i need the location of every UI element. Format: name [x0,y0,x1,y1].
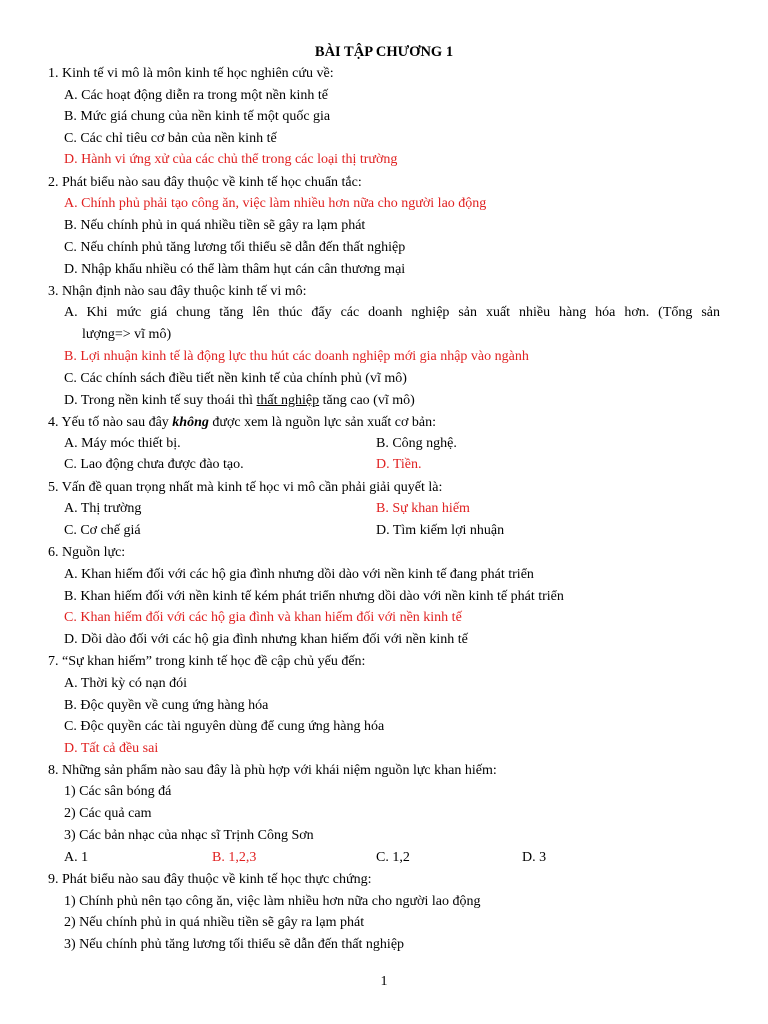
q8-item-2: 2) Các quả cam [64,806,152,821]
q2-option-a-answer: A. Chính phủ phải tạo công ăn, việc làm nhiều hơn nữa cho người lao động [64,196,487,211]
q6-option-c-answer: C. Khan hiếm đối với các hộ gia đình và khan hiếm đối với nền kinh tế [64,610,462,625]
q4-option-b: B. Công nghệ. [376,436,457,451]
question-3: 3. Nhận định nào sau đây thuộc kinh tế vi mô: [48,284,307,299]
q5-option-d: D. Tìm kiếm lợi nhuận [376,523,505,538]
q3-option-d-post: tăng cao (vĩ mô) [319,393,415,408]
q4-text-emphasis: không [172,415,209,430]
q2-option-c: C. Nếu chính phủ tăng lương tối thiểu sẽ dẫn đến thất nghiệp [64,240,406,255]
q2-option-b: B. Nếu chính phủ in quá nhiều tiền sẽ gây ra lạm phát [64,218,366,233]
q4-option-c: C. Lao động chưa được đào tạo. [64,457,244,472]
q4-text-post: được xem là nguồn lực sản xuất cơ bản: [208,415,436,430]
q3-option-d-underlined: thất nghiệp [256,393,320,408]
q4-text-pre: 4. Yếu tố nào sau đây [48,415,173,430]
q7-option-b: B. Độc quyền về cung ứng hàng hóa [64,698,269,713]
q8-option-b-answer: B. 1,2,3 [212,850,257,865]
q7-option-d-answer: D. Tất cả đều sai [64,741,159,756]
q5-option-b-answer: B. Sự khan hiếm [376,501,470,516]
q3-option-c: C. Các chính sách điều tiết nền kinh tế của chính phủ (vĩ mô) [64,371,407,386]
q6-option-d: D. Dồi dào đối với các hộ gia đình nhưng khan hiếm đối với nền kinh tế [64,632,468,647]
q4-option-a: A. Máy móc thiết bị. [64,436,181,451]
question-6: 6. Nguồn lực: [48,545,126,560]
q9-item-1: 1) Chính phủ nên tạo công ăn, việc làm nhiều hơn nữa cho người lao động [64,894,481,909]
q3-option-b-answer: B. Lợi nhuận kinh tế là động lực thu hút các doanh nghiệp mới gia nhập vào ngành [64,349,529,364]
q6-option-a: A. Khan hiếm đối với các hộ gia đình nhưng dồi dào với nền kinh tế đang phát triển [64,567,534,582]
q2-option-d: D. Nhập khẩu nhiều có thể làm thâm hụt cán cân thương mại [64,262,406,277]
q7-option-c: C. Độc quyền các tài nguyên dùng để cung ứng hàng hóa [64,719,385,734]
q8-option-d: D. 3 [522,850,547,865]
question-8: 8. Những sản phẩm nào sau đây là phù hợp với khái niệm nguồn lực khan hiếm: [48,763,497,778]
q7-option-a: A. Thời kỳ có nạn đói [64,676,188,691]
q3-option-d [64,393,415,409]
q8-option-c: C. 1,2 [376,850,410,865]
q1-option-a: A. Các hoạt động diễn ra trong một nền kinh tế [64,88,328,103]
q5-option-a: A. Thị trường [64,501,142,516]
question-4 [48,415,436,431]
question-5: 5. Vấn đề quan trọng nhất mà kinh tế học vi mô cần phải giải quyết là: [48,480,443,495]
question-2: 2. Phát biểu nào sau đây thuộc về kinh tế học chuẩn tắc: [48,175,362,190]
q5-option-c: C. Cơ chế giá [64,523,141,538]
q3-option-a-cont: lượng=> vĩ mô) [82,327,172,342]
question-7: 7. “Sự khan hiếm” trong kinh tế học đề cập chủ yếu đến: [48,654,366,669]
page-number: 1 [380,974,388,989]
q8-item-3: 3) Các bản nhạc của nhạc sĩ Trịnh Công Sơn [64,828,314,843]
q1-option-d-answer: D. Hành vi ứng xử của các chủ thể trong các loại thị trường [64,152,398,167]
page-title: BÀI TẬP CHƯƠNG 1 [314,44,454,60]
q6-option-b: B. Khan hiếm đối với nền kinh tế kém phát triển nhưng dồi dào với nền kinh tế phát triển [64,589,564,604]
q9-item-2: 2) Nếu chính phủ in quá nhiều tiền sẽ gây ra lạm phát [64,915,365,930]
q9-item-3: 3) Nếu chính phủ tăng lương tối thiểu sẽ dẫn đến thất nghiệp [64,937,405,952]
q1-option-b: B. Mức giá chung của nền kinh tế một quốc gia [64,109,331,124]
question-9: 9. Phát biểu nào sau đây thuộc về kinh tế học thực chứng: [48,872,372,887]
q3-option-a: A. Khi mức giá chung tăng lên thúc đẩy các doanh nghiệp sản xuất nhiều hàng hóa hơn. (Tổng sản [64,305,720,320]
q1-option-c: C. Các chỉ tiêu cơ bản của nền kinh tế [64,131,277,146]
question-1: 1. Kinh tế vi mô là môn kinh tế học nghiên cứu về: [48,66,334,81]
q4-option-d-answer: D. Tiền. [376,457,422,472]
q8-option-a: A. 1 [64,850,89,865]
q8-item-1: 1) Các sân bóng đá [64,784,172,799]
q3-option-d-pre: D. Trong nền kinh tế suy thoái thì [64,393,257,408]
